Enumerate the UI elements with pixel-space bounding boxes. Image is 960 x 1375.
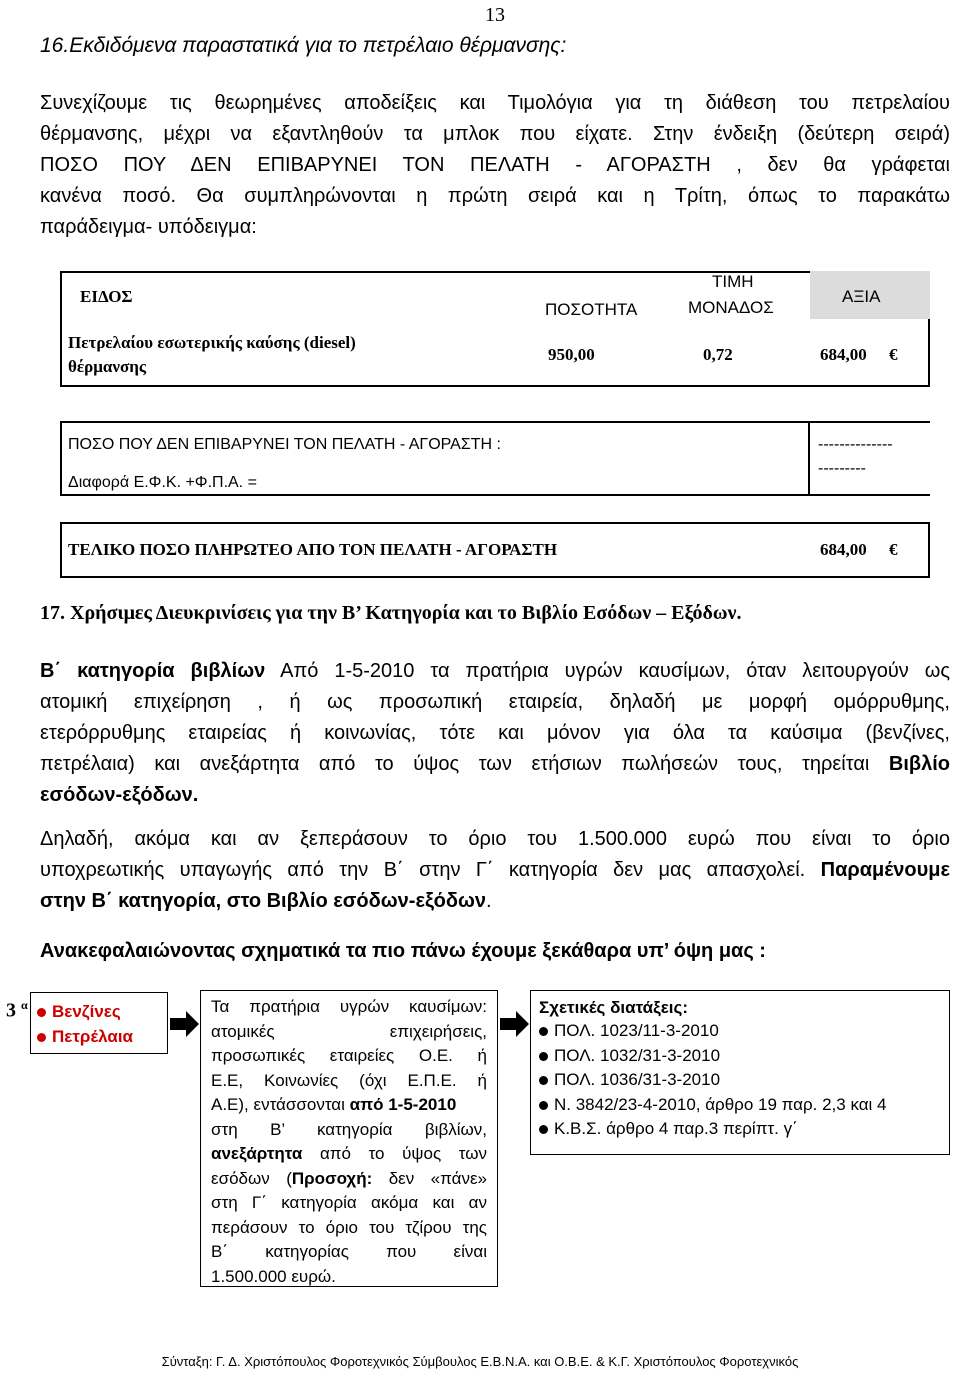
fuel-item	[37, 999, 167, 1024]
final-amount-label: ΤΕΛΙΚΟ ΠΟΣΟ ΠΛΗΡΩΤΕΟ ΑΠΟ ΤΟΝ ΠΕΛΑΤΗ - ΑΓΟΡΑΣΤΗ	[68, 540, 558, 559]
text-line: περάσουν το όριο του τζίρου της	[211, 1217, 487, 1237]
text-line	[211, 1167, 487, 1192]
final-amount-value: 684,00	[820, 540, 867, 559]
provision-item	[539, 1019, 949, 1044]
diagram-label	[6, 998, 28, 1023]
bold-phrase: Προσοχή:	[291, 1168, 373, 1188]
blank-amount-dashes: ---------	[818, 460, 866, 477]
paragraph-line: ατομική επιχείρηση , ή ως προσωπική εταιρεία, δηλαδή με μορφή ομόρρυθμης,	[40, 691, 950, 713]
explanation-text	[211, 995, 487, 1289]
paragraph-line	[40, 656, 950, 687]
non-charged-amount-label: ΠΟΣΟ ΠΟΥ ΔΕΝ ΕΠΙΒΑΡΥΝΕΙ ΤΟΝ ΠΕΛΑΤΗ - ΑΓΟΡΑΣΤΗ :	[68, 436, 501, 453]
text-span: .	[485, 890, 492, 912]
paragraph-line: ετερόρρυθμης εταιρείας ή κοινωνίας, τότε και μόνον για όλα τα καύσιμα (βενζίνες,	[40, 722, 950, 744]
blank-amount-dashes: --------------	[818, 436, 893, 453]
text-line: προσωπικές εταιρείες Ο.Ε. ή	[211, 1046, 487, 1065]
category-b-paragraph	[40, 656, 950, 811]
text-span: Α.Ε), εντάσσονται	[211, 1095, 345, 1114]
column-header-price-line2: ΜΟΝΑΔΟΣ	[688, 298, 774, 317]
bullet-icon	[539, 1125, 548, 1134]
paragraph-line: εσόδων-εξόδων.	[40, 784, 199, 806]
intro-paragraph	[40, 88, 950, 243]
fuel-types-box	[30, 992, 168, 1054]
provision-label: Ν. 3842/23-4-2010, άρθρο 19 παρ. 2,3 και 4	[554, 1094, 887, 1114]
intro-line: Συνεχίζουμε τις θεωρημένες αποδείξεις και Τιμολόγια για τη διάθεση του πετρελαίου	[40, 92, 950, 114]
text-line: στη Γ΄ κατηγορία ακόμα και αν	[211, 1193, 487, 1212]
item-description-line2: θέρμανσης	[68, 357, 147, 376]
recap-heading: Ανακεφαλαιώνοντας σχηματικά τα πιο πάνω έχουμε ξεκάθαρα υπ’ όψη μας :	[40, 940, 766, 962]
item-quantity: 950,00	[548, 345, 595, 364]
bullet-icon	[37, 1033, 46, 1042]
intro-line: ΠΟΣΟ ΠΟΥ ΔΕΝ ΕΠΙΒΑΡΥΝΕΙ ΤΟΝ ΠΕΛΑΤΗ - ΑΓΟΡΑΣΤΗ , δεν θα γράφεται	[40, 154, 950, 176]
bold-phrase: ανεξάρτητα	[211, 1144, 303, 1163]
bold-phrase: Παραμένουμε	[820, 859, 950, 881]
text-line: στη Β’ κατηγορία βιβλίων,	[211, 1119, 487, 1139]
intro-line: κανένα ποσό. Θα συμπληρώνονται η πρώτη σειρά και η Τρίτη, όπως το παρακάτω	[40, 185, 950, 207]
item-unit-price: 0,72	[703, 345, 733, 364]
text-line	[211, 1142, 487, 1167]
label-superscript: α	[21, 998, 28, 1012]
text-span: δεν «πάνε»	[388, 1168, 487, 1188]
page-number: 13	[485, 4, 505, 26]
provisions-title: Σχετικές διατάξεις:	[539, 998, 688, 1017]
paragraph-line: Δηλαδή, ακόμα και αν ξεπεράσουν το όριο του 1.500.000 ευρώ που είναι το όριο	[40, 828, 950, 850]
threshold-paragraph	[40, 824, 950, 917]
tax-difference-label: Διαφορά Ε.Φ.Κ. +Φ.Π.Α. =	[68, 474, 257, 491]
label-main: 3	[6, 999, 16, 1022]
fuel-label: Βενζίνες	[52, 1002, 121, 1021]
text-span: εσόδων (	[211, 1168, 292, 1188]
provision-label: Κ.Β.Σ. άρθρο 4 παρ.3 περίπτ. γ΄	[554, 1119, 798, 1138]
fuel-label: Πετρέλαια	[52, 1027, 133, 1046]
bullet-icon	[539, 1076, 548, 1085]
item-value: 684,00	[820, 345, 867, 364]
paragraph-line	[40, 749, 950, 780]
column-header-kind: ΕΙΔΟΣ	[80, 287, 133, 306]
right-arrow-icon	[500, 1011, 530, 1037]
text-span: από το ύψος των	[319, 1144, 487, 1163]
intro-line: παράδειγμα- υπόδειγμα:	[40, 216, 257, 238]
explanation-box	[200, 990, 498, 1287]
paragraph-line	[40, 855, 950, 886]
bullet-icon	[539, 1052, 548, 1061]
invoice-example-table	[60, 271, 930, 387]
table2-bottom-border	[60, 494, 930, 496]
provision-label: ΠΟΛ. 1032/31-3-2010	[554, 1045, 721, 1065]
euro-sign: €	[889, 540, 898, 559]
text-line: Β΄ κατηγορίας που είναι	[211, 1242, 487, 1261]
table2-left-border	[60, 421, 62, 496]
table2-top-border	[60, 421, 930, 423]
bold-phrase: Βιβλίο	[888, 753, 950, 775]
bold-phrase: στην Β΄ κατηγορία, στο Βιβλίο εσόδων-εξόδων	[40, 890, 486, 912]
text-line: ατομικές επιχειρήσεις,	[211, 1021, 487, 1041]
provision-item	[539, 1044, 949, 1069]
column-header-value: ΑΞΙΑ	[842, 287, 881, 306]
text-line: 1.500.000 ευρώ.	[211, 1266, 336, 1286]
provision-item	[539, 1093, 949, 1118]
euro-sign: €	[889, 345, 898, 364]
bold-phrase: Β΄ κατηγορία βιβλίων	[40, 660, 266, 682]
section-16-heading: 16.Εκδιδόμενα παραστατικά για το πετρέλαιο θέρμανσης:	[40, 34, 567, 57]
provision-label: ΠΟΛ. 1023/11-3-2010	[554, 1021, 719, 1040]
column-header-quantity: ΠΟΣΟΤΗΤΑ	[545, 300, 638, 319]
bullet-icon	[37, 1008, 46, 1017]
text-line: Ε.Ε, Κοινωνίες (όχι Ε.Π.Ε. ή	[211, 1070, 487, 1090]
column-header-price-line1: ΤΙΜΗ	[712, 272, 754, 291]
text-span: πετρέλαια) και ανεξάρτητα από το ύψος των ετήσιων πωλήσεών τους, τηρείται	[40, 753, 889, 775]
page-footer: Σύνταξη: Γ. Δ. Χριστόπουλος Φοροτεχνικός Σύμβουλος Ε.Β.Ν.Α. και Ο.Β.Ε. & Κ.Γ. Χριστόπουλος Φοροτεχνικός	[161, 1354, 799, 1369]
bullet-icon	[539, 1027, 548, 1036]
intro-line: θέρμανσης, μέχρι να εξαντληθούν τα μπλοκ που είχατε. Στην ένδειξη (δεύτερη σειρά)	[40, 123, 950, 145]
provision-item	[539, 1117, 949, 1142]
text-line: Τα πρατήρια υγρών καυσίμων:	[211, 997, 487, 1016]
text-line	[211, 1093, 487, 1118]
section-17-heading: 17. Χρήσιμες Διευκρινίσεις για την Β’ Κατηγορία και το Βιβλίο Εσόδων – Εξόδων.	[40, 602, 742, 624]
text-span: υποχρεωτικής υπαγωγής από την Β΄ στην Γ΄ κατηγορία δεν μας απασχολεί.	[40, 859, 821, 881]
text-span: Από 1-5-2010 τα πρατήρια υγρών καυσίμων, όταν λειτουργούν ως	[265, 660, 951, 682]
paragraph-line	[40, 886, 950, 917]
right-arrow-icon	[170, 1011, 200, 1037]
provision-item	[539, 1068, 949, 1093]
bullet-icon	[539, 1101, 548, 1110]
item-description-line1: Πετρελαίου εσωτερικής καύσης (diesel)	[68, 333, 356, 352]
provisions-box	[530, 990, 950, 1155]
provision-label: ΠΟΛ. 1036/31-3-2010	[554, 1070, 721, 1089]
bold-phrase: από 1-5-2010	[349, 1095, 457, 1114]
fuel-item	[37, 1024, 167, 1049]
table2-divider	[808, 421, 810, 496]
